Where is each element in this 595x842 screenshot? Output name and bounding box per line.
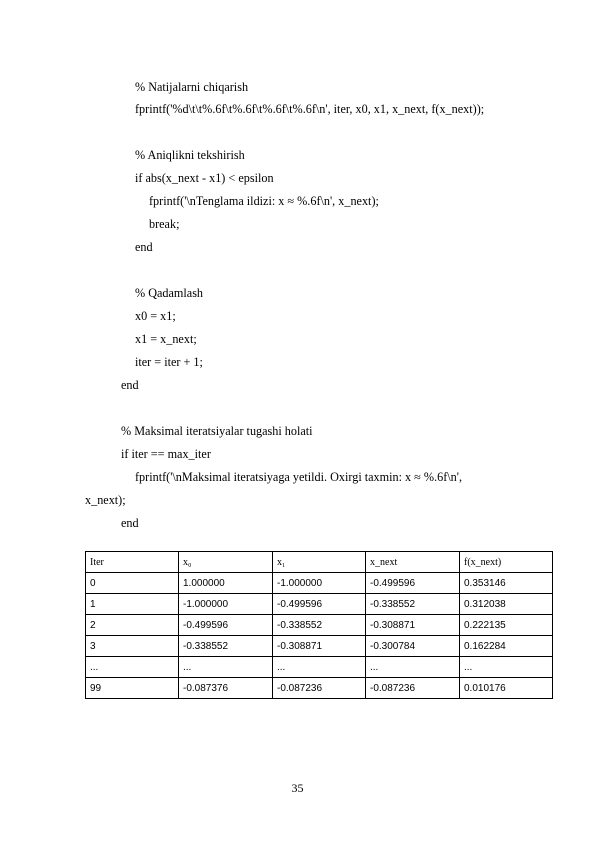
code-line: if iter == max_iter xyxy=(121,447,211,461)
table-cell: -1.000000 xyxy=(273,573,366,594)
table-row xyxy=(86,657,553,678)
table-row xyxy=(86,594,553,615)
table-row xyxy=(86,678,553,699)
code-line: end xyxy=(121,516,139,530)
column-header: x_next xyxy=(366,552,460,573)
results-table xyxy=(85,551,553,699)
table-row xyxy=(86,615,553,636)
table-cell: -0.338552 xyxy=(273,615,366,636)
table-cell: 0.312038 xyxy=(460,594,553,615)
code-line: fprintf('\nTenglama ildizi: x ≈ %.6f\n', x_next); xyxy=(149,194,379,208)
table-cell: ... xyxy=(460,657,553,678)
code-line: break; xyxy=(149,217,180,231)
code-line: x0 = x1; xyxy=(135,309,176,323)
table-cell: ... xyxy=(273,657,366,678)
code-line: if abs(x_next - x1) < epsilon xyxy=(135,171,274,185)
table-row xyxy=(86,636,553,657)
table-cell: ... xyxy=(86,657,179,678)
column-header: Iter xyxy=(86,552,179,573)
code-line: x_next); xyxy=(85,493,126,507)
code-line: iter = iter + 1; xyxy=(135,355,203,369)
table-cell: -0.087236 xyxy=(273,678,366,699)
code-comment: % Natijalarni chiqarish xyxy=(135,80,249,94)
table-cell: -1.000000 xyxy=(179,594,273,615)
column-header: x₁ xyxy=(273,552,366,573)
table-cell: -0.308871 xyxy=(273,636,366,657)
table-cell: 3 xyxy=(86,636,179,657)
table-cell: 0.162284 xyxy=(460,636,553,657)
page-number: 35 xyxy=(291,781,304,795)
table-cell: -0.499596 xyxy=(273,594,366,615)
table-cell: -0.300784 xyxy=(366,636,460,657)
table-cell: 2 xyxy=(86,615,179,636)
table-cell: 1.000000 xyxy=(179,573,273,594)
table-cell: 0.353146 xyxy=(460,573,553,594)
code-line: x1 = x_next; xyxy=(135,332,197,346)
table-cell: 0.222135 xyxy=(460,615,553,636)
table-cell: -0.499596 xyxy=(179,615,273,636)
table-cell: 99 xyxy=(86,678,179,699)
table-header-row xyxy=(86,552,553,573)
table-cell: ... xyxy=(179,657,273,678)
column-header: x₀ xyxy=(179,552,273,573)
table-cell: ... xyxy=(366,657,460,678)
table-cell: -0.338552 xyxy=(366,594,460,615)
table-row xyxy=(86,573,553,594)
code-comment: % Qadamlash xyxy=(135,286,204,300)
table-cell: -0.087236 xyxy=(366,678,460,699)
code-line: end xyxy=(135,240,153,254)
code-comment: % Aniqlikni tekshirish xyxy=(135,148,245,162)
table-cell: -0.338552 xyxy=(179,636,273,657)
code-line: fprintf('%d\t\t%.6f\t%.6f\t%.6f\t%.6f\n', iter, x0, x1, x_next, f(x_next)); xyxy=(135,102,485,116)
table-cell: -0.308871 xyxy=(366,615,460,636)
table-cell: 0.010176 xyxy=(460,678,553,699)
code-line: fprintf('\nMaksimal iteratsiyaga yetildi. Oxirgi taxmin: x ≈ %.6f\n', xyxy=(135,470,462,484)
table-cell: -0.087376 xyxy=(179,678,273,699)
table-cell: 0 xyxy=(86,573,179,594)
column-header: f(x_next) xyxy=(460,552,553,573)
code-line: end xyxy=(121,378,139,392)
table-cell: 1 xyxy=(86,594,179,615)
table-cell: -0.499596 xyxy=(366,573,460,594)
code-comment: % Maksimal iteratsiyalar tugashi holati xyxy=(121,424,313,438)
